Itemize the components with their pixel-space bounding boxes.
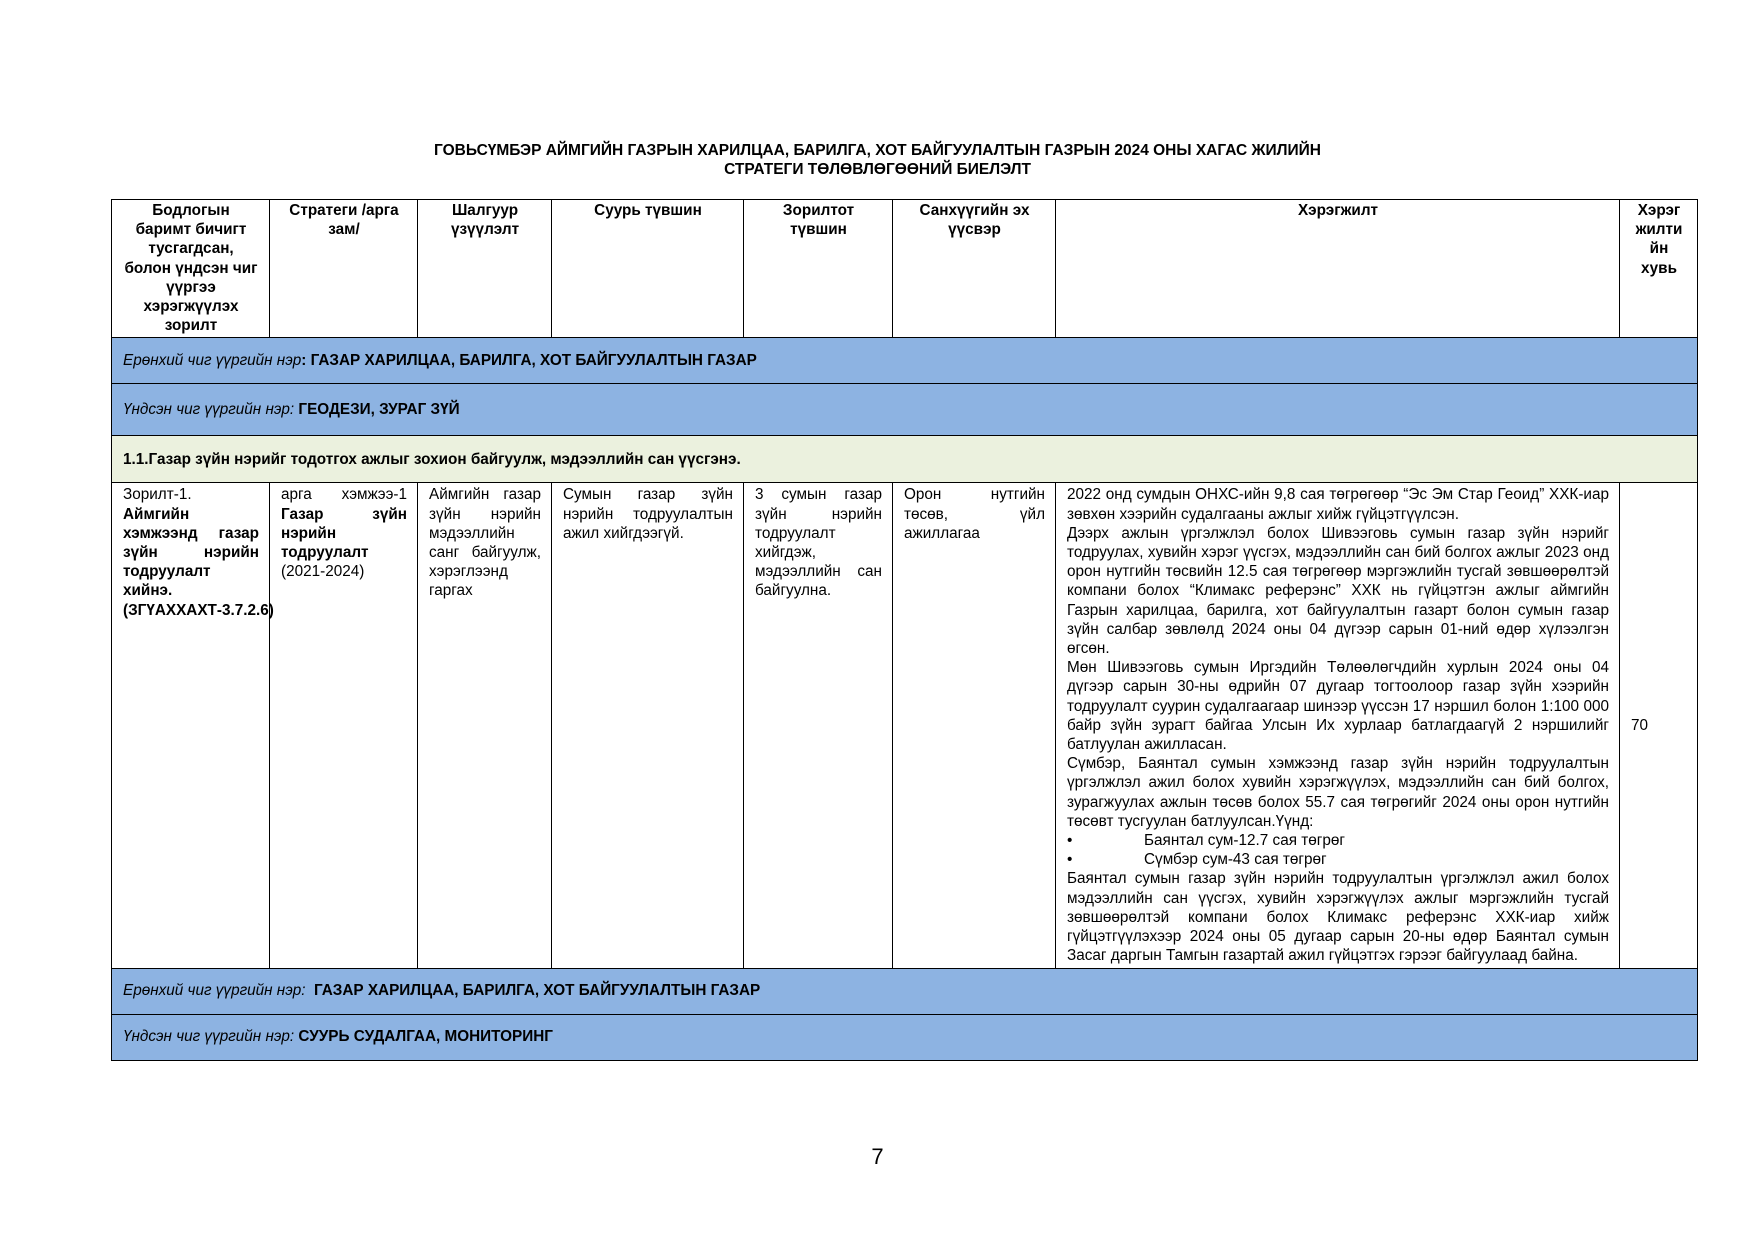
header-implementation: Хэрэгжилт — [1056, 200, 1620, 338]
strategy-text: Газар зүйн нэрийн тодруулалт — [281, 505, 407, 562]
header-baseline: Суурь түвшин — [552, 200, 744, 338]
table-header-row — [112, 200, 1698, 338]
general-function-band — [112, 338, 1698, 384]
implementation-cell — [1056, 483, 1620, 968]
header-funding: Санхүүгийн эх үүсвэр — [893, 200, 1056, 338]
strategy-prefix: арга хэмжээ-1 — [281, 486, 407, 504]
objective-text: Аймгийн хэмжээнд газар зүйн нэрийн тодруулалт хийнэ. (ЗГҮАХХАХТ-3.7.2.6) — [123, 505, 274, 619]
list-item — [1067, 850, 1609, 869]
band-value: ГЕОДЕЗИ, ЗУРАГ ЗҮЙ — [294, 401, 460, 419]
objective-prefix: Зорилт-1. — [123, 486, 192, 504]
bullet-mark: • — [1067, 851, 1073, 869]
table-row — [112, 483, 1698, 968]
band-label: Үндсэн чиг үүргийн нэр: — [123, 401, 295, 419]
list-item — [1067, 831, 1609, 850]
implementation-paragraph: Мөн Шивээговь сумын Иргэдийн Төлөөлөгчдийн хурлын 2024 оны 04 дүгээр сарын 30-ны өдрийн 07 дугаар тогтоолоор газар зүйн хээрийн тодруулалт суурин судалгаагаар шинээр үүссэн 17 нэршил болон 1:100 000 байр зүйн зурагт байгаа Улсын Их хурлаар батлагдаагүй 2 нэршилийг батлуулан ажилласан. — [1067, 659, 1609, 754]
main-function-band — [112, 1014, 1698, 1060]
main-function-band — [112, 384, 1698, 436]
band-label: Ерөнхий чиг үүргийн нэр: — [123, 982, 306, 1000]
strategy-plan-table — [111, 199, 1698, 1061]
page-number: 7 — [871, 1144, 884, 1169]
percent-cell: 70 — [1620, 483, 1698, 968]
document-title-line-1: ГОВЬСҮМБЭР АЙМГИЙН ГАЗРЫН ХАРИЛЦАА, БАРИЛГА, ХОТ БАЙГУУЛАЛТЫН ГАЗРЫН 2024 ОНЫ ХАГАС ЖИЛИЙН — [433, 142, 1321, 159]
implementation-paragraph: Баянтал сумын газар зүйн нэрийн тодруулалтын үргэлжлэл ажил болох мэдээллийн сан үүсгэх, хувийн хэрэгжүүлэх ажлыг мэргэжлийн тусгай зөвшөөрөлтэй компани болох Климакс реферэнс ХХК-иар хийж гүйцэтгүүлэхээр 2024 оны 05 дугаар сарын 20-ны өдөр Баянтал сумын Засаг даргын Тамгын газартай ажил гүйцэтгэх гэрээг байгуулаад байна. — [1067, 870, 1609, 965]
implementation-paragraph: Сүмбэр, Баянтал сумын хэмжээнд газар зүйн нэрийн тодруулалтын үргэлжлэл ажил болох хувийн хэрэгжүүлэх, мэдээллийн сан бий болгох, зурагжуулах ажлын төсөв болох 55.7 сая төгрөгийг 2024 оны орон нутгийн төсөвт тусгуулан батлуулсан.Үүнд: — [1067, 755, 1609, 830]
header-strategy: Стратеги /арга зам/ — [270, 200, 418, 338]
band-colon: : — [301, 352, 311, 370]
header-indicator: Шалгуур үзүүлэлт — [418, 200, 552, 338]
funding-cell: Орон нутгийн төсөв, үйл ажиллагаа — [893, 483, 1056, 968]
header-percent: Хэрэг жилти йн хувь — [1620, 200, 1698, 338]
band-value: СУУРЬ СУДАЛГАА, МОНИТОРИНГ — [294, 1028, 553, 1046]
strategy-cell — [270, 483, 418, 968]
goal-row — [112, 436, 1698, 483]
document-title-line-2: СТРАТЕГИ ТӨЛӨВЛӨГӨӨНИЙ БИЕЛЭЛТ — [724, 161, 1031, 178]
bullet-mark: • — [1067, 832, 1073, 850]
implementation-paragraph: 2022 онд сумдын ОНХС-ийн 9,8 сая төгрөгөөр “Эс Эм Стар Геоид” ХХК-иар зөвхөн хээрийн судалгааны ажлыг хийж гүйцэтгүүлсэн. — [1067, 486, 1609, 523]
band-value: ГАЗАР ХАРИЛЦАА, БАРИЛГА, ХОТ БАЙГУУЛАЛТЫН ГАЗАР — [310, 352, 757, 370]
goal-text: 1.1.Газар зүйн нэрийг тодотгох ажлыг зохион байгуулж, мэдээллийн сан үүсгэнэ. — [112, 436, 1698, 483]
indicator-cell: Аймгийн газар зүйн нэрийн мэдээллийн санг байгуулж, хэрэглээнд гаргах — [418, 483, 552, 968]
band-value: ГАЗАР ХАРИЛЦАА, БАРИЛГА, ХОТ БАЙГУУЛАЛТЫН ГАЗАР — [305, 982, 761, 1000]
band-label: Ерөнхий чиг үүргийн нэр — [123, 352, 302, 370]
target-cell: 3 сумын газар зүйн нэрийн тодруулалт хийгдэж, мэдээллийн сан байгуулна. — [744, 483, 893, 968]
general-function-band — [112, 968, 1698, 1014]
band-label: Үндсэн чиг үүргийн нэр: — [123, 1028, 295, 1046]
list-item-text: Сүмбэр сум-43 сая төгрөг — [1144, 851, 1327, 869]
strategy-years: (2021-2024) — [281, 563, 365, 581]
header-target: Зорилтот түвшин — [744, 200, 893, 338]
document-title — [0, 141, 1755, 179]
header-objective: Бодлогын баримт бичигт тусгагдсан, болон үндсэн чиг үүргээ хэрэгжүүлэх зорилт — [112, 200, 270, 338]
implementation-paragraph: Дээрх ажлын үргэлжлэл болох Шивээговь сумын газар зүйн нэрийг тодруулах, хувийн хэрэг үүсгэх, мэдээллийн сан бий болгох ажлыг 2023 онд орон нутгийн төсвийн 12.5 сая төгрөгөөр мэргэжлийн тусгай зөвшөөрөлтэй компани болох “Климакс реферэнс” ХХК нь гүйцэтгэн ажлыг аймгийн Газрын харилцаа, барилга, хот байгуулалтын газарт болон сумын газар зүйн салбар зөвлөлд 2024 оны 04 дүгээр сарын 01-ний өдөр хүлээлгэн өгсөн. — [1067, 524, 1609, 658]
baseline-cell: Сумын газар зүйн нэрийн тодруулалтын ажил хийгдээгүй. — [552, 483, 744, 968]
list-item-text: Баянтал сум-12.7 сая төгрөг — [1144, 832, 1345, 850]
objective-cell — [112, 483, 274, 968]
